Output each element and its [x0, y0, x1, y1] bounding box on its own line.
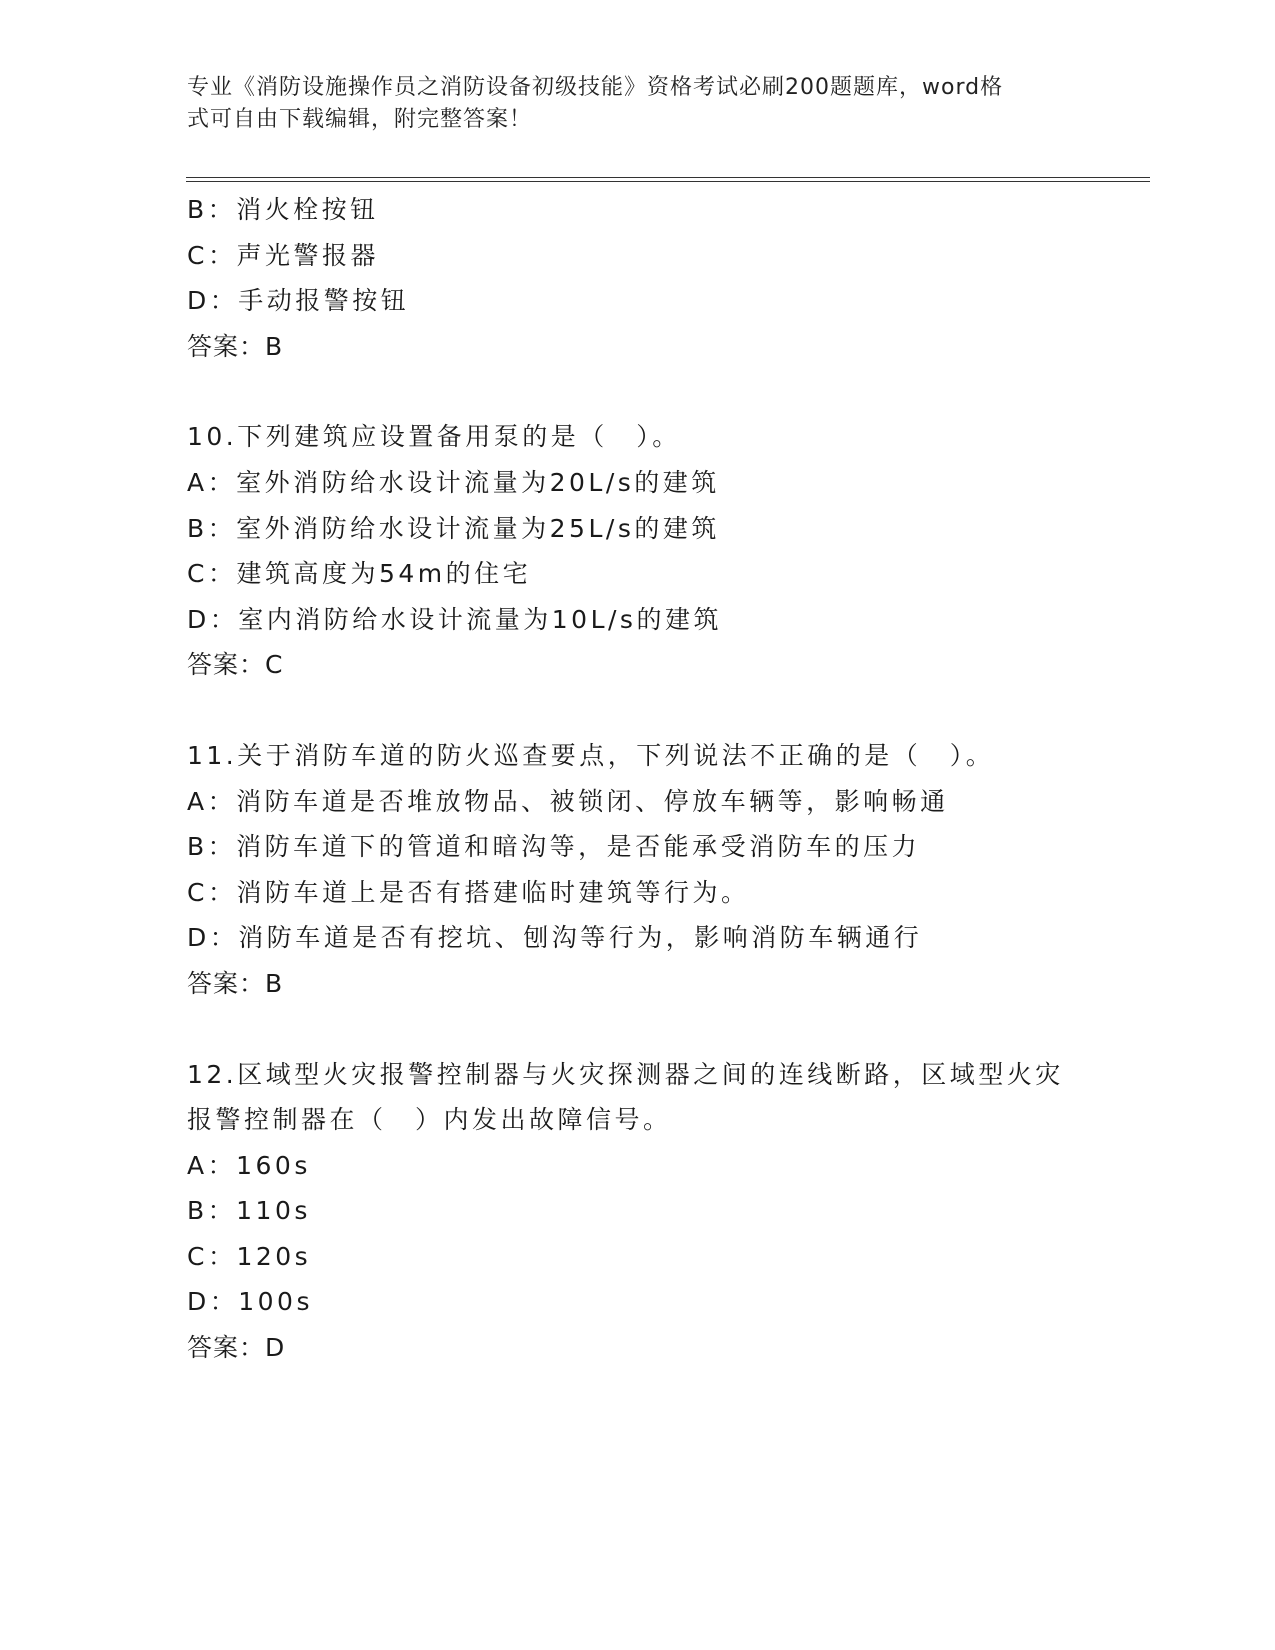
question-stem-line-1: 12.区域型火灾报警控制器与火灾探测器之间的连线断路，区域型火灾 [187, 1059, 1064, 1089]
answer-line: 答案：B [187, 968, 284, 998]
question-list [187, 187, 1147, 1371]
option-c: C：声光警报器 [187, 240, 379, 270]
header-line-1: 专业《消防设施操作员之消防设备初级技能》资格考试必刷200题题库，word格 [187, 75, 1004, 100]
option-b: B：110s [187, 1196, 311, 1226]
question-stem: 10.下列建筑应设置备用泵的是（ ）。 [187, 422, 681, 452]
option-d: D：100s [187, 1287, 313, 1317]
option-b: B：室外消防给水设计流量为25L/s的建筑 [187, 513, 720, 543]
option-c: C：建筑高度为54m的住宅 [187, 559, 532, 589]
spacer [187, 688, 1147, 733]
header-divider-bottom [186, 181, 1150, 182]
header-divider-top [186, 177, 1150, 178]
question-10 [187, 414, 1147, 688]
option-c: C：消防车道上是否有搭建临时建筑等行为。 [187, 877, 750, 907]
spacer [187, 1007, 1147, 1052]
option-b: B：消火栓按钮 [187, 195, 379, 224]
option-a: A：室外消防给水设计流量为20L/s的建筑 [187, 467, 720, 497]
answer-line: 答案：C [187, 650, 284, 680]
document-header [187, 72, 1067, 136]
option-b: B：消防车道下的管道和暗沟等，是否能承受消防车的压力 [187, 832, 921, 862]
question-stem: 11.关于消防车道的防火巡查要点，下列说法不正确的是（ ）。 [187, 740, 995, 770]
question-12 [187, 1052, 1147, 1371]
option-a: A：消防车道是否堆放物品、被锁闭、停放车辆等，影响畅通 [187, 786, 949, 816]
question-stem-line-2: 报警控制器在（ ）内发出故障信号。 [187, 1105, 672, 1135]
question-9-continued [187, 187, 1147, 369]
spacer [187, 369, 1147, 414]
answer-line: 答案：D [187, 1333, 286, 1363]
option-d: D：消防车道是否有挖坑、刨沟等行为，影响消防车辆通行 [187, 923, 923, 953]
header-line-2: 式可自由下载编辑，附完整答案！ [187, 107, 533, 132]
answer-line: 答案：B [187, 331, 284, 361]
option-a: A：160s [187, 1150, 311, 1180]
option-d: D：手动报警按钮 [187, 286, 410, 316]
option-d: D：室内消防给水设计流量为10L/s的建筑 [187, 604, 722, 634]
question-11 [187, 733, 1147, 1007]
option-c: C：120s [187, 1241, 312, 1271]
